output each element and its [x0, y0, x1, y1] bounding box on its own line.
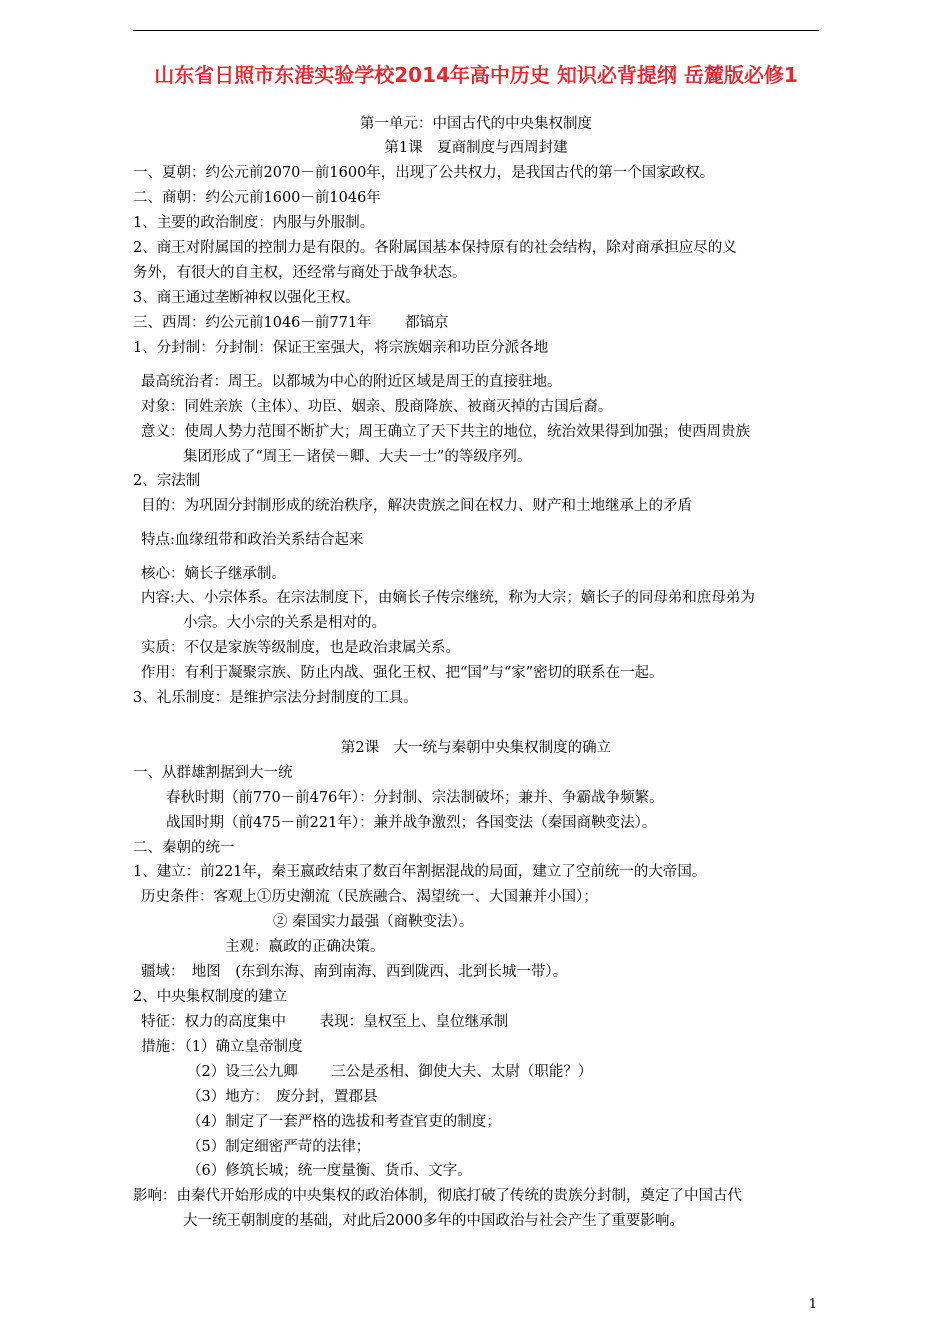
shang-point-2-cont: 务外，有很大的自主权，还经常与商处于战争状态。: [133, 265, 467, 281]
page-number: 1: [808, 1297, 817, 1312]
measure-1: 措施：（1）确立皇帝制度: [141, 1039, 303, 1055]
shang-point-2: 2、商王对附属国的控制力是有限的。各附属国基本保持原有的社会结构，除对商承担应尽的义: [133, 240, 737, 256]
patriarchal-essence: 实质：不仅是家族等级制度，也是政治隶属关系。: [141, 640, 460, 656]
enfeoffment-system: 1、分封制：分封制：保证王室强大，将宗族姻亲和功臣分派各地: [133, 340, 549, 356]
spring-autumn-period: 春秋时期（前770－前476年）：分封制、宗法制破坏；兼并、争霸战争频繁。: [166, 790, 664, 806]
unit-heading: 第一单元：中国古代的中央集权制度: [360, 116, 592, 132]
patriarchal-effect: 作用：有利于凝聚宗族、防止内战、强化王权、把“国”与“家”密切的联系在一起。: [141, 665, 664, 681]
centralization-traits: 特征：权力的高度集中 表现：皇权至上、皇位继承制: [141, 1014, 509, 1030]
western-zhou: 三、西周：约公元前1046－前771年 都镐京: [133, 315, 449, 331]
shang-point-1: 1、主要的政治制度：内服与外服制。: [133, 215, 375, 231]
patriarchal-purpose: 目的：为巩固分封制形成的统治秩序，解决贵族之间在权力、财产和土地继承上的矛盾: [141, 498, 692, 514]
historical-conditions-2: ② 秦国实力最强（商鞅变法）。: [273, 914, 474, 930]
historical-conditions: 历史条件：客观上①历史潮流（民族融合、渴望统一、大国兼并小国）；: [141, 889, 598, 905]
lesson2-heading: 第2课 大一统与秦朝中央集权制度的确立: [340, 740, 612, 756]
patriarchal-system: 2、宗法制: [133, 473, 201, 489]
impact: 影响：由秦代开始形成的中央集权的政治体制，彻底打破了传统的贵族分封制，奠定了中国古代: [133, 1188, 742, 1204]
patriarchal-content-cont: 小宗。大小宗的关系是相对的。: [183, 615, 386, 631]
shang-point-3: 3、商王通过垄断神权以强化王权。: [133, 290, 360, 306]
patriarchal-feature: 特点:血缘纽带和政治关系结合起来: [141, 532, 364, 548]
xia-dynasty: 一、夏朝：约公元前2070－前1600年，出现了公共权力，是我国古代的第一个国家政权。: [133, 165, 715, 181]
qin-establishment: 1、建立：前221年，秦王嬴政结束了数百年割据混战的局面，建立了空前统一的大帝国。: [133, 864, 707, 880]
shang-dynasty: 二、商朝：约公元前1600－前1046年: [133, 190, 381, 206]
rites-music-system: 3、礼乐制度：是维护宗法分封制度的工具。: [133, 690, 418, 706]
measure-6: （6）修筑长城；统一度量衡、货币、文字。: [187, 1163, 472, 1179]
impact-cont: 大一统王朝制度的基础，对此后2000多年的中国政治与社会产生了重要影响。: [183, 1213, 684, 1229]
measure-4: （4）制定了一套严格的选拔和考查官吏的制度；: [187, 1114, 501, 1130]
warring-states-period: 战国时期（前475－前221年）：兼并战争激烈；各国变法（秦国商鞅变法）。: [166, 815, 657, 831]
measure-3: （3）地方： 废分封，置郡县: [187, 1089, 378, 1105]
enfeoffment-meaning: 意义：使周人势力范围不断扩大；周王确立了天下共主的地位，统治效果得到加强；使西周贵族: [141, 424, 750, 440]
enfeoffment-meaning-cont: 集团形成了“周王－诸侯－卿、大夫－士”的等级序列。: [183, 449, 532, 465]
patriarchal-core: 核心：嫡长子继承制。: [141, 566, 286, 582]
section-qin-unification: 二、秦朝的统一: [133, 840, 235, 856]
top-rule: [133, 30, 819, 31]
centralization-system: 2、中央集权制度的建立: [133, 989, 288, 1005]
subjective-condition: 主观：嬴政的正确决策。: [225, 939, 385, 955]
enfeoffment-objects: 对象：同姓亲族（主体）、功臣、姻亲、殷商降族、被商灭掉的古国后裔。: [141, 399, 613, 415]
document-title: 山东省日照市东港实验学校2014年高中历史 知识必背提纲 岳麓版必修1: [154, 63, 798, 87]
lesson1-heading: 第1课 夏商制度与西周封建: [384, 140, 568, 156]
measure-2: （2）设三公九卿 三公是丞相、御使大夫、太尉（职能？）: [187, 1064, 593, 1080]
supreme-ruler: 最高统治者：周王。以都城为中心的附近区域是周王的直接驻地。: [141, 374, 562, 390]
measure-5: （5）制定细密严苛的法律；: [187, 1139, 371, 1155]
patriarchal-content: 内容:大、小宗体系。在宗法制度下，由嫡长子传宗继统，称为大宗；嫡长子的同母弟和庶母弟为: [141, 590, 755, 606]
section-unification: 一、从群雄割据到大一统: [133, 765, 293, 781]
territory: 疆域： 地图 (东到东海、南到南海、西到陇西、北到长城一带）。: [141, 964, 568, 980]
